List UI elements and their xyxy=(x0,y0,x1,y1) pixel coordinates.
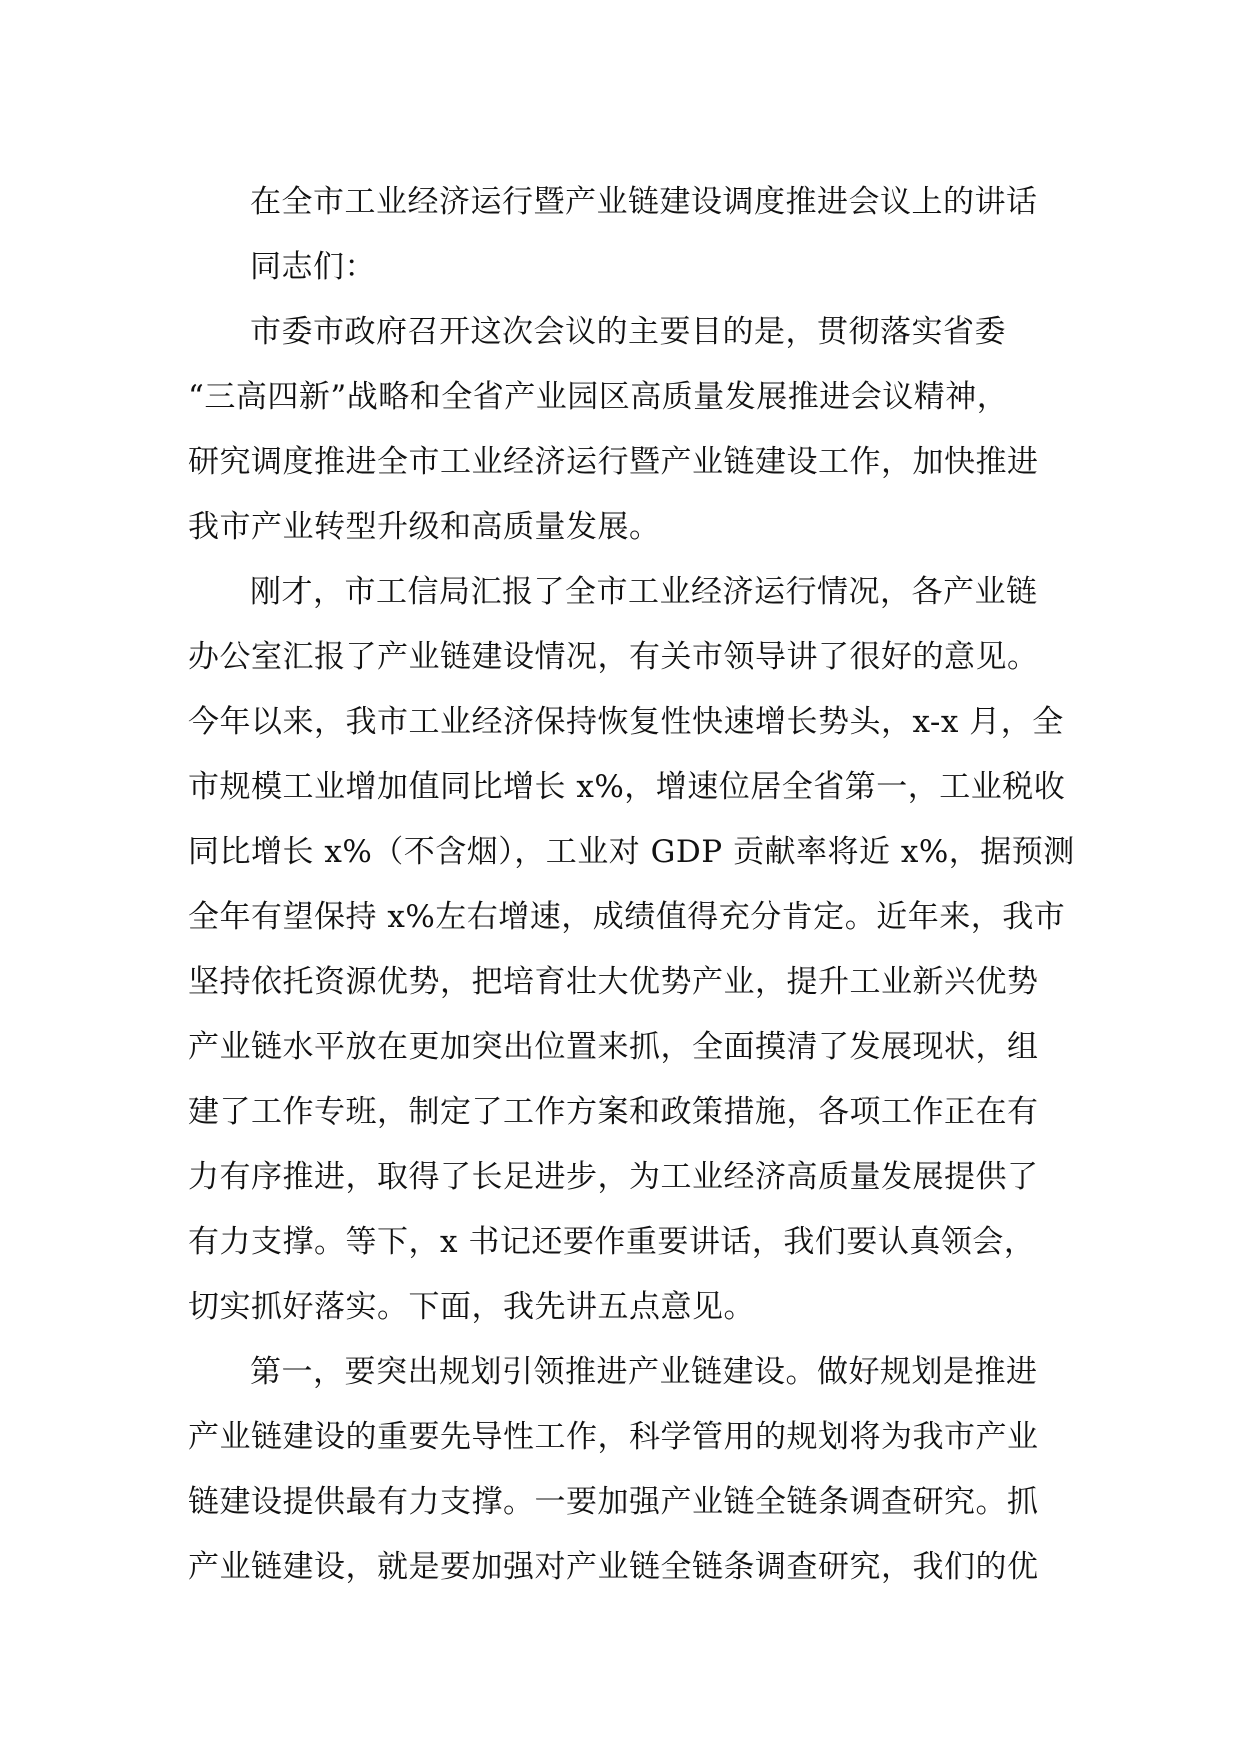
document-body xyxy=(188,170,1075,1600)
text-line: 产业链水平放在更加突出位置来抓，全面摸清了发展现状，组 xyxy=(188,1029,1039,1065)
text-line: 刚才，市工信局汇报了全市工业经济运行情况，各产业链 xyxy=(250,574,1038,610)
text-line: 产业链建设的重要先导性工作，科学管用的规划将为我市产业 xyxy=(188,1419,1039,1455)
text-line: 市委市政府召开这次会议的主要目的是，贯彻落实省委 xyxy=(250,314,1006,350)
text-line: 链建设提供最有力支撑。一要加强产业链全链条调查研究。抓 xyxy=(188,1484,1039,1520)
text-line: 市规模工业增加值同比增长 x%，增速位居全省第一，工业税收 xyxy=(188,769,1066,805)
document-title: 在全市工业经济运行暨产业链建设调度推进会议上的讲话 xyxy=(250,184,1038,220)
text-line: 研究调度推进全市工业经济运行暨产业链建设工作，加快推进 xyxy=(188,444,1039,480)
text-line: 同比增长 x%（不含烟），工业对 GDP 贡献率将近 x%，据预测 xyxy=(188,834,1075,870)
paragraph-lines xyxy=(188,300,1075,1600)
text-line: 力有序推进，取得了长足进步，为工业经济高质量发展提供了 xyxy=(188,1159,1039,1195)
text-line: 建了工作专班，制定了工作方案和政策措施，各项工作正在有 xyxy=(188,1094,1039,1130)
text-line: 今年以来，我市工业经济保持恢复性快速增长势头，x-x 月，全 xyxy=(188,704,1064,740)
text-line: 产业链建设，就是要加强对产业链全链条调查研究，我们的优 xyxy=(188,1549,1039,1585)
salutation: 同志们： xyxy=(250,249,376,285)
text-line: 有力支撑。等下，x 书记还要作重要讲话，我们要认真领会， xyxy=(188,1224,1036,1260)
text-line: “三高四新”战略和全省产业园区高质量发展推进会议精神， xyxy=(188,379,1009,415)
text-line: 我市产业转型升级和高质量发展。 xyxy=(188,509,661,545)
text-line: 办公室汇报了产业链建设情况，有关市领导讲了很好的意见。 xyxy=(188,639,1039,675)
text-line: 全年有望保持 x%左右增速，成绩值得充分肯定。近年来，我市 xyxy=(188,899,1066,935)
text-line: 第一，要突出规划引领推进产业链建设。做好规划是推进 xyxy=(250,1354,1038,1390)
text-line: 坚持依托资源优势，把培育壮大优势产业，提升工业新兴优势 xyxy=(188,964,1039,1000)
text-line: 切实抓好落实。下面，我先讲五点意见。 xyxy=(188,1289,755,1325)
